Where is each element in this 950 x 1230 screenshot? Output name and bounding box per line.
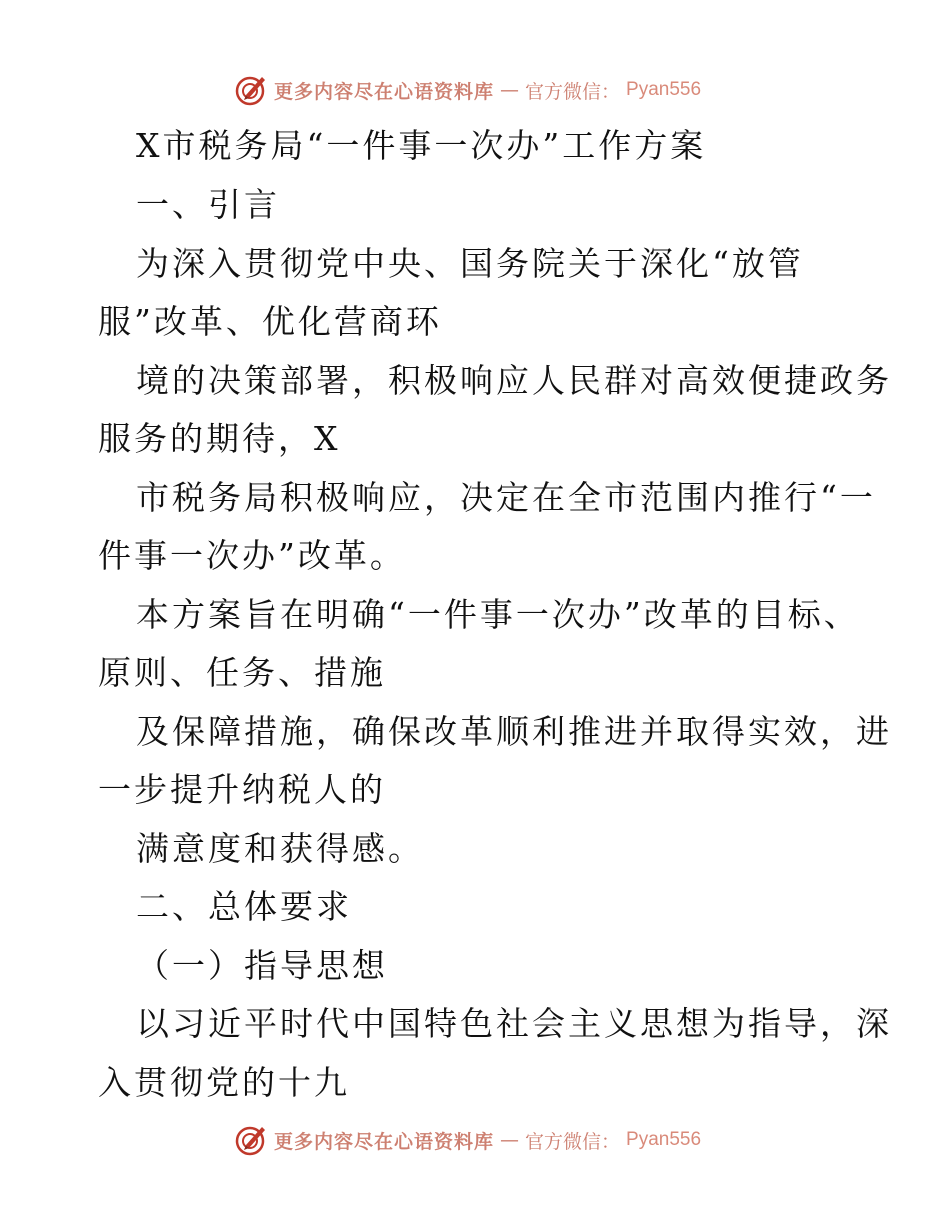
- header-watermark: [234, 72, 701, 108]
- watermark-dash: —: [500, 79, 520, 101]
- paragraph-line: 市税务局积极响应，决定在全市范围内推行“一: [136, 478, 876, 517]
- watermark-dash: —: [500, 1129, 520, 1151]
- paragraph-line: 满意度和获得感。: [136, 829, 424, 868]
- watermark-wechat-label: 官方微信：: [525, 1130, 621, 1153]
- watermark-wechat-label: 官方微信：: [525, 80, 621, 103]
- paragraph-line: 本方案旨在明确“一件事一次办”改革的目标、: [136, 595, 860, 634]
- paragraph-line: 及保障措施，确保改革顺利推进并取得实效，进: [136, 712, 892, 751]
- paragraph-line: 以习近平时代中国特色社会主义思想为指导，深: [136, 1004, 892, 1043]
- paragraph-line: 一、引言: [136, 185, 280, 224]
- document-title: X市税务局“一件事一次办”工作方案: [136, 126, 707, 165]
- watermark-wechat-id: Pyan556: [626, 79, 702, 100]
- subsection-heading: （一）指导思想: [136, 946, 388, 985]
- section-heading: 二、总体要求: [136, 887, 352, 926]
- watermark-text: 更多内容尽在心语资料库: [274, 1130, 495, 1153]
- paragraph-line: 境的决策部署，积极响应人民群对高效便捷政务: [136, 361, 892, 400]
- paragraph-line: 原则、任务、措施: [98, 653, 386, 692]
- pen-logo-icon: [234, 1123, 268, 1157]
- paragraph-line: 一步提升纳税人的: [98, 770, 386, 809]
- pen-logo-icon: [234, 73, 268, 107]
- watermark-text: 更多内容尽在心语资料库: [274, 80, 495, 103]
- footer-watermark: [234, 1122, 701, 1158]
- paragraph-line: 服”改革、优化营商环: [98, 302, 442, 341]
- paragraph-line: 入贯彻党的十九: [98, 1063, 350, 1102]
- paragraph-line: 件事一次办”改革。: [98, 536, 406, 575]
- paragraph-line: 服务的期待，X: [98, 419, 341, 458]
- paragraph-line: 为深入贯彻党中央、国务院关于深化“放管: [136, 244, 804, 283]
- watermark-wechat-id: Pyan556: [626, 1129, 702, 1150]
